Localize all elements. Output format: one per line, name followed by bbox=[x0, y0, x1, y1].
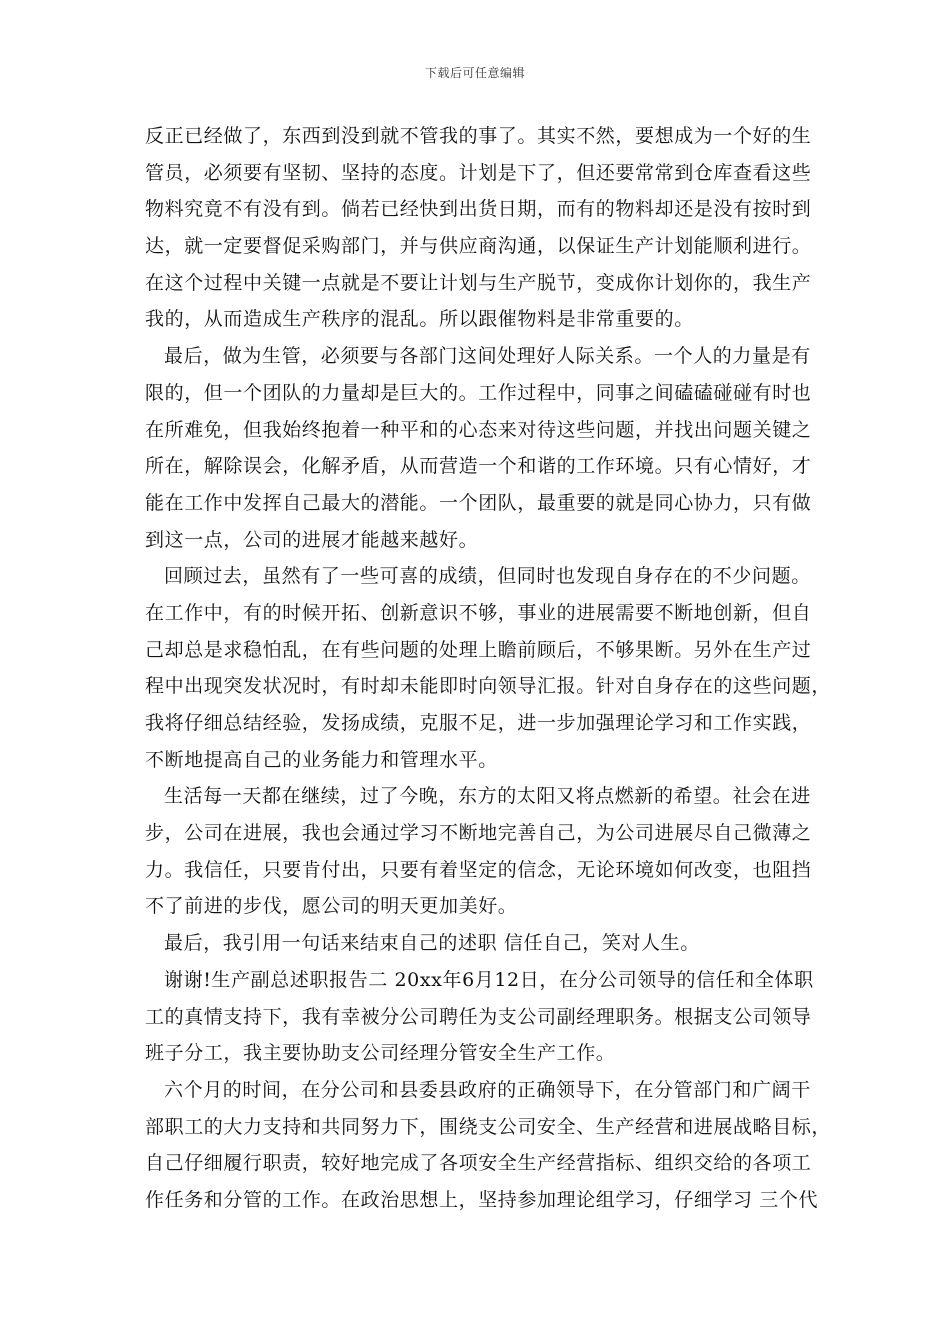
text-line: 到这一点，公司的进展才能越来越好。 bbox=[145, 528, 479, 551]
text-line: 管员，必须要有坚韧、坚持的态度。计划是下了，但还要常常到仓库查看这些 bbox=[145, 161, 812, 184]
text-line: 程中出现突发状况时，有时却未能即时向领导汇报。针对自身存在的这些问题， bbox=[145, 675, 832, 698]
text-line: 在工作中，有的时候开拓、创新意识不够，事业的进展需要不断地创新，但自 bbox=[145, 601, 812, 624]
text-line: 自己仔细履行职责，较好地完成了各项安全生产经营指标、组织交给的各项工 bbox=[145, 1152, 812, 1175]
text-line: 谢谢!生产副总述职报告二 20xx年6月12日，在分公司领导的信任和全体职 bbox=[164, 968, 814, 991]
text-line: 部职工的大力支持和共同努力下，围绕支公司安全、生产经营和进展战略目标， bbox=[145, 1115, 832, 1138]
text-line: 能在工作中发挥自己最大的潜能。一个团队，最重要的就是同心协力，只有做 bbox=[145, 491, 812, 514]
text-line: 物料究竟不有没有到。倘若已经快到出货日期，而有的物料却还是没有按时到 bbox=[145, 198, 812, 221]
text-line: 我将仔细总结经验，发扬成绩，克服不足，进一步加强理论学习和工作实践， bbox=[145, 712, 812, 734]
text-line: 达，就一定要督促采购部门，并与供应商沟通，以保证生产计划能顺利进行。 bbox=[145, 235, 812, 258]
text-line: 作任务和分管的工作。在政治思想上，坚持参加理论组学习，仔细学习 三个代 bbox=[145, 1188, 819, 1211]
text-line: 在这个过程中关键一点就是不要让计划与生产脱节，变成你计划你的，我生产 bbox=[145, 271, 812, 294]
text-line: 班子分工，我主要协助支公司经理分管安全生产工作。 bbox=[145, 1042, 616, 1065]
text-line: 在所难免，但我始终抱着一种平和的心态来对待这些问题，并找出问题关键之 bbox=[145, 418, 812, 441]
text-line: 六个月的时间，在分公司和县委县政府的正确领导下，在分管部门和广阔干 bbox=[164, 1078, 811, 1101]
document-body bbox=[145, 118, 832, 1219]
text-line: 反正已经做了，东西到没到就不管我的事了。其实不然，要想成为一个好的生 bbox=[145, 125, 812, 147]
text-line: 最后，做为生管，必须要与各部门这间处理好人际关系。一个人的力量是有 bbox=[164, 345, 811, 368]
text-line: 生活每一天都在继续，过了今晚，东方的太阳又将点燃新的希望。社会在进 bbox=[164, 785, 811, 808]
text-line: 步，公司在进展，我也会通过学习不断地完善自己，为公司进展尽自己微薄之 bbox=[145, 822, 812, 845]
page-header: 下载后可任意编辑 bbox=[424, 66, 525, 80]
text-line: 不了前进的步伐，愿公司的明天更加美好。 bbox=[145, 895, 518, 918]
text-line: 己却总是求稳怕乱，在有些问题的处理上瞻前顾后，不够果断。另外在生产过 bbox=[145, 638, 812, 661]
text-line: 回顾过去，虽然有了一些可喜的成绩，但同时也发现自身存在的不少问题。 bbox=[164, 565, 811, 588]
text-line: 最后，我引用一句话来结束自己的述职 信任自己，笑对人生。 bbox=[164, 932, 700, 955]
text-line: 所在，解除误会，化解矛盾，从而营造一个和谐的工作环境。只有心情好，才 bbox=[145, 455, 812, 478]
text-line: 力。我信任，只要肯付出，只要有着坚定的信念，无论环境如何改变，也阻挡 bbox=[145, 858, 812, 881]
text-line: 限的，但一个团队的力量却是巨大的。工作过程中，同事之间磕磕碰碰有时也 bbox=[145, 381, 812, 404]
text-line: 不断地提高自己的业务能力和管理水平。 bbox=[145, 748, 498, 771]
text-line: 工的真情支持下，我有幸被分公司聘任为支公司副经理职务。根据支公司领导 bbox=[145, 1005, 812, 1028]
text-line: 我的，从而造成生产秩序的混乱。所以跟催物料是非常重要的。 bbox=[145, 308, 694, 331]
